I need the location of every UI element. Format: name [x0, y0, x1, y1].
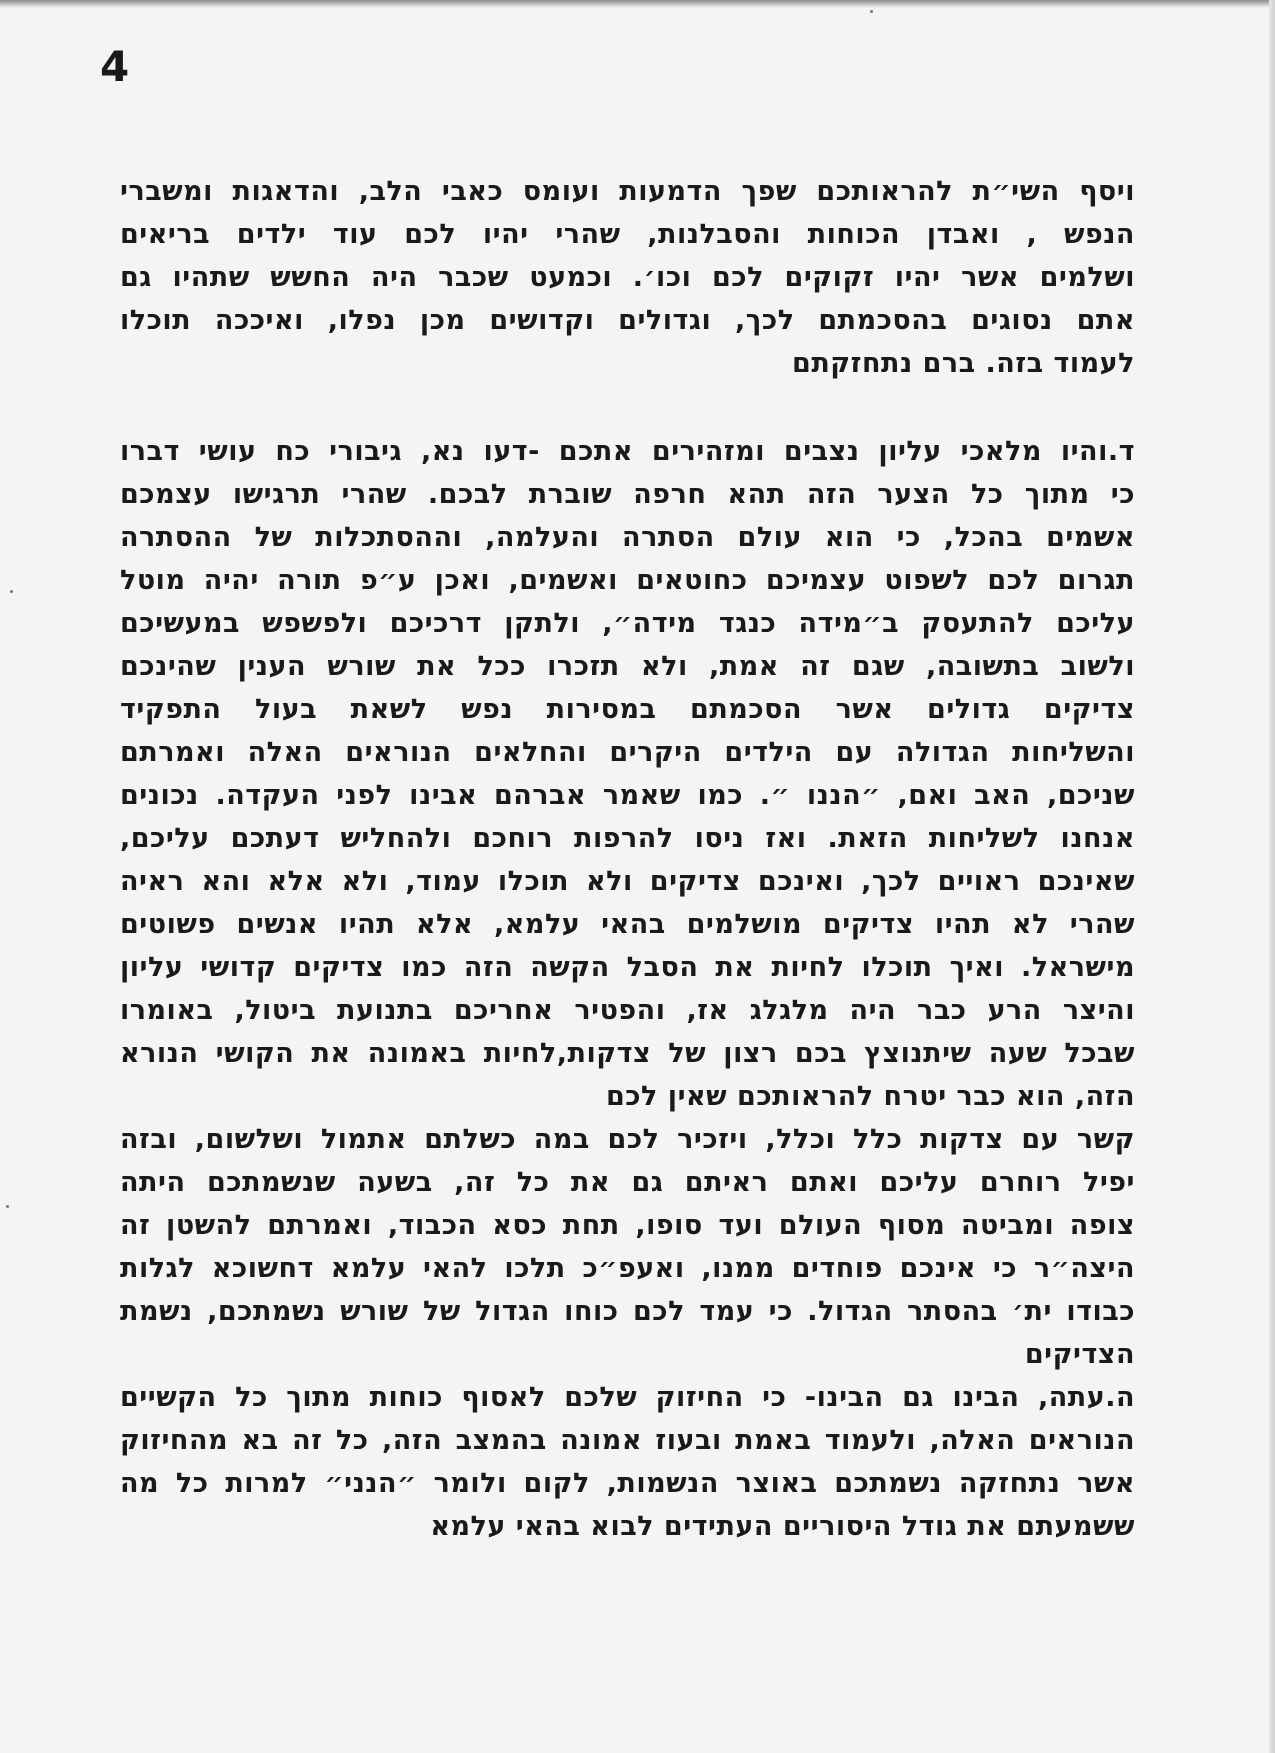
text-line: ששמעתם את גודל היסוריים העתידים לבוא בהאי עלמא: [430, 1511, 1135, 1542]
document-body: [120, 170, 1135, 1548]
paragraph-gap: [120, 385, 1135, 430]
text-line: ה.עתה, הבינו גם הבינו- כי החיזוק שלכם לאסוף כוחות מתוך כל הקשיים: [120, 1382, 1135, 1413]
text-line: הנפש , ואבדן הכוחות והסבלנות, שהרי יהיו לכם עוד ילדים בריאים: [120, 219, 1135, 250]
text-line: כי מתוך כל הצער הזה תהא חרפה שוברת לבכם. שהרי תרגישו עצמכם: [120, 479, 1135, 510]
text-line: יפיל רוחרם עליכם ואתם ראיתם גם את כל זה, בשעה שנשמתכם היתה: [120, 1167, 1135, 1198]
text-line: הנוראים האלה, ולעמוד באמת ובעוז אמונה בהמצב הזה, כל זה בא מהחיזוק: [120, 1425, 1135, 1456]
scan-speck: [6, 1205, 9, 1208]
text-line: שניכם, האב ואם, ״הננו ״. כמו שאמר אברהם אבינו לפני העקדה. נכונים: [120, 780, 1135, 811]
text-line: ויסף השי״ת להראותכם שפך הדמעות ועומס כאבי הלב, והדאגות ומשברי: [120, 176, 1135, 207]
scan-right-edge: [1269, 0, 1275, 1753]
text-line: ולשוב בתשובה, שגם זה אמת, ולא תזכרו ככל את שורש הענין שהינכם: [120, 651, 1135, 682]
text-line: לעמוד בזה. ברם נתחזקתם: [792, 348, 1135, 379]
scan-top-edge: [0, 0, 1275, 8]
text-line: אתם נסוגים בהסכמתם לכך, וגדולים וקדושים מכן נפלו, ואיככה תוכלו: [120, 305, 1135, 336]
text-line: כבודו ית׳ בהסתר הגדול. כי עמד לכם כוחו הגדול של שורש נשמתכם, נשמת: [120, 1296, 1135, 1327]
text-line: והשליחות הגדולה עם הילדים היקרים והחלאים הנוראים האלה ואמרתם: [120, 737, 1135, 768]
text-line: שהרי לא תהיו צדיקים מושלמים בהאי עלמא, אלא תהיו אנשים פשוטים: [120, 909, 1135, 940]
scan-speck: [10, 590, 13, 593]
text-line: ושלמים אשר יהיו זקוקים לכם וכו׳. וכמעט שכבר היה החשש שתהיו גם: [120, 262, 1135, 293]
text-line: אשר נתחזקה נשמתכם באוצר הנשמות, לקום ולומר ״הנני״ למרות כל מה: [120, 1468, 1135, 1499]
text-line: צדיקים גדולים אשר הסכמתם במסירות נפש לשאת בעול התפקיד: [120, 694, 1135, 725]
text-line: מישראל. ואיך תוכלו לחיות את הסבל הקשה הזה כמו צדיקים קדושי עליון: [120, 952, 1135, 983]
text-line: תגרום לכם לשפוט עצמיכם כחוטאים ואשמים, ואכן ע״פ תורה יהיה מוטל: [120, 565, 1135, 596]
text-line: והיצר הרע כבר היה מלגלג אז, והפטיר אחריכם בתנועת ביטול, באומרו: [120, 995, 1135, 1026]
text-line: ד.והיו מלאכי עליון נצבים ומזהירים אתכם -דעו נא, גיבורי כח עושי דברו: [120, 436, 1135, 467]
text-line: שאינכם ראויים לכך, ואינכם צדיקים ולא תוכלו עמוד, ולא אלא והא ראיה: [120, 866, 1135, 897]
paragraph-2: [120, 430, 1135, 1376]
paragraph-3: [120, 1376, 1135, 1548]
paragraph-1: [120, 170, 1135, 385]
text-line: הצדיקים: [1024, 1339, 1135, 1370]
text-line: היצה״ר כי אינכם פוחדים ממנו, ואעפ״כ תלכו להאי עלמא דחשוכא לגלות: [120, 1253, 1135, 1284]
text-line: קשר עם צדקות כלל וכלל, ויזכיר לכם במה כשלתם אתמול ושלשום, ובזה: [120, 1124, 1135, 1155]
text-line: הזה, הוא כבר יטרח להראותכם שאין לכם: [605, 1081, 1135, 1112]
scan-speck: [870, 10, 873, 13]
text-line: אשמים בהכל, כי הוא עולם הסתרה והעלמה, וההסתכלות של ההסתרה: [120, 522, 1135, 553]
text-line: עליכם להתעסק ב״מידה כנגד מידה״, ולתקן דרכיכם ולפשפש במעשיכם: [120, 608, 1135, 639]
text-line: שבכל שעה שיתנוצץ בכם רצון של צדקות,לחיות באמונה את הקושי הנורא: [120, 1038, 1135, 1069]
page-number: 4: [100, 42, 130, 91]
text-line: אנחנו לשליחות הזאת. ואז ניסו להרפות רוחכם ולהחליש דעתכם עליכם,: [120, 823, 1135, 854]
text-line: צופה ומביטה מסוף העולם ועד סופו, תחת כסא הכבוד, ואמרתם להשטן זה: [120, 1210, 1135, 1241]
